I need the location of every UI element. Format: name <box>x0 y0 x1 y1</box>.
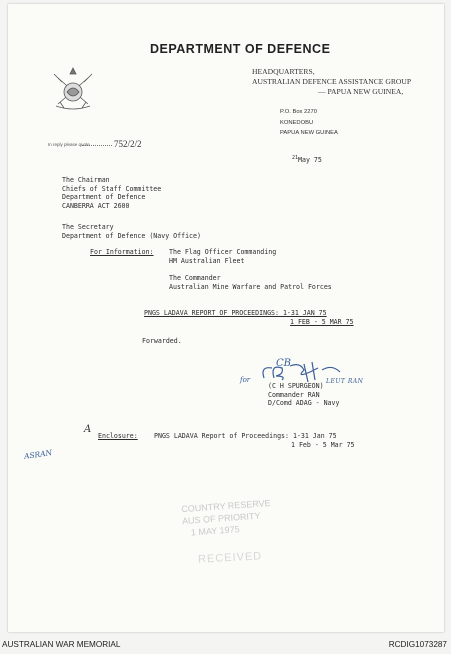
letter-date <box>292 154 322 165</box>
stamp-line: AUS OF PRIORITY <box>181 510 261 527</box>
enclosure-line-2: 1 Feb - 5 Mar 75 <box>291 441 355 449</box>
signature-initials: CB <box>276 358 291 369</box>
enclosure-line-1: PNGS LADAVA Report of Proceedings: 1-31 Jan 75 <box>154 432 337 440</box>
hq-line: — PAPUA NEW GUINEA, <box>318 87 404 96</box>
subject-line-2 <box>290 318 354 327</box>
enclosure-label-text: Enclosure: <box>98 432 138 440</box>
signature-rank-handwritten: LEUT RAN <box>326 378 364 385</box>
recipient-line: HM Australian Fleet <box>169 256 245 265</box>
address-line: PAPUA NEW GUINEA <box>280 130 338 136</box>
address-block <box>280 107 338 139</box>
signature-block <box>268 382 339 408</box>
to-block <box>62 176 161 210</box>
date-month-year: May 75 <box>298 156 322 165</box>
information-label-text: For Information: <box>90 248 154 256</box>
department-title: DEPARTMENT OF DEFENCE <box>150 42 331 56</box>
to-line: CANBERRA ACT 2600 <box>62 201 130 210</box>
recipient-line: The Flag Officer Commanding <box>169 248 277 256</box>
enclosure-label <box>98 432 138 441</box>
signature-name: (C H SPURGEON) <box>268 382 324 390</box>
information-label <box>90 248 154 257</box>
footer-source: AUSTRALIAN WAR MEMORIAL <box>2 640 121 649</box>
received-stamp: RECEIVED <box>197 550 263 566</box>
secretary-line: The Secretary <box>62 223 114 231</box>
signature-for-mark: for <box>240 376 251 384</box>
stamp-line: COUNTRY RESERVE <box>180 497 271 515</box>
secretary-block <box>62 223 201 240</box>
to-line: Department of Defence <box>62 193 146 201</box>
date-day: 21 <box>292 155 299 161</box>
crest-icon <box>50 64 96 112</box>
signature-rank: Commander RAN <box>268 390 320 399</box>
hq-line: AUSTRALIAN DEFENCE ASSISTANCE GROUP <box>252 77 412 86</box>
subject-line-1 <box>144 309 327 318</box>
enclosure-margin-mark: A <box>84 424 92 435</box>
secretary-line: Department of Defence (Navy Office) <box>62 231 201 240</box>
hq-line: HEADQUARTERS, <box>252 67 315 76</box>
document-page <box>8 4 444 632</box>
reply-label: In reply please quote <box>48 142 90 147</box>
reply-dotted-line <box>82 145 112 146</box>
hq-block <box>252 67 411 97</box>
signature-role: D/Comd ADAG - Navy <box>268 399 340 407</box>
margin-note: ASRAN <box>23 448 53 461</box>
subject-text-2: 1 FEB - 5 MAR 75 <box>290 318 354 326</box>
body-text: Forwarded. <box>142 337 182 345</box>
recipient-line: Australian Mine Warfare and Patrol Forces <box>169 282 332 291</box>
to-line: Chiefs of Staff Committee <box>62 184 162 193</box>
address-line: P.O. Box 2270 <box>280 109 317 115</box>
to-line: The Chairman <box>62 176 110 184</box>
information-recipient-1 <box>169 248 276 265</box>
recipient-line: The Commander <box>169 274 221 282</box>
faint-stamp <box>181 497 273 539</box>
address-line: KONEDOBU <box>280 119 314 126</box>
reply-number: 752/2/2 <box>114 139 142 149</box>
information-recipient-2 <box>169 274 332 291</box>
footer-id: RCDIG1073287 <box>388 640 447 649</box>
subject-text-1: PNGS LADAVA REPORT OF PROCEEDINGS: 1-31 JAN 75 <box>144 309 327 317</box>
stamp-line: 1 MAY 1975 <box>190 524 240 538</box>
